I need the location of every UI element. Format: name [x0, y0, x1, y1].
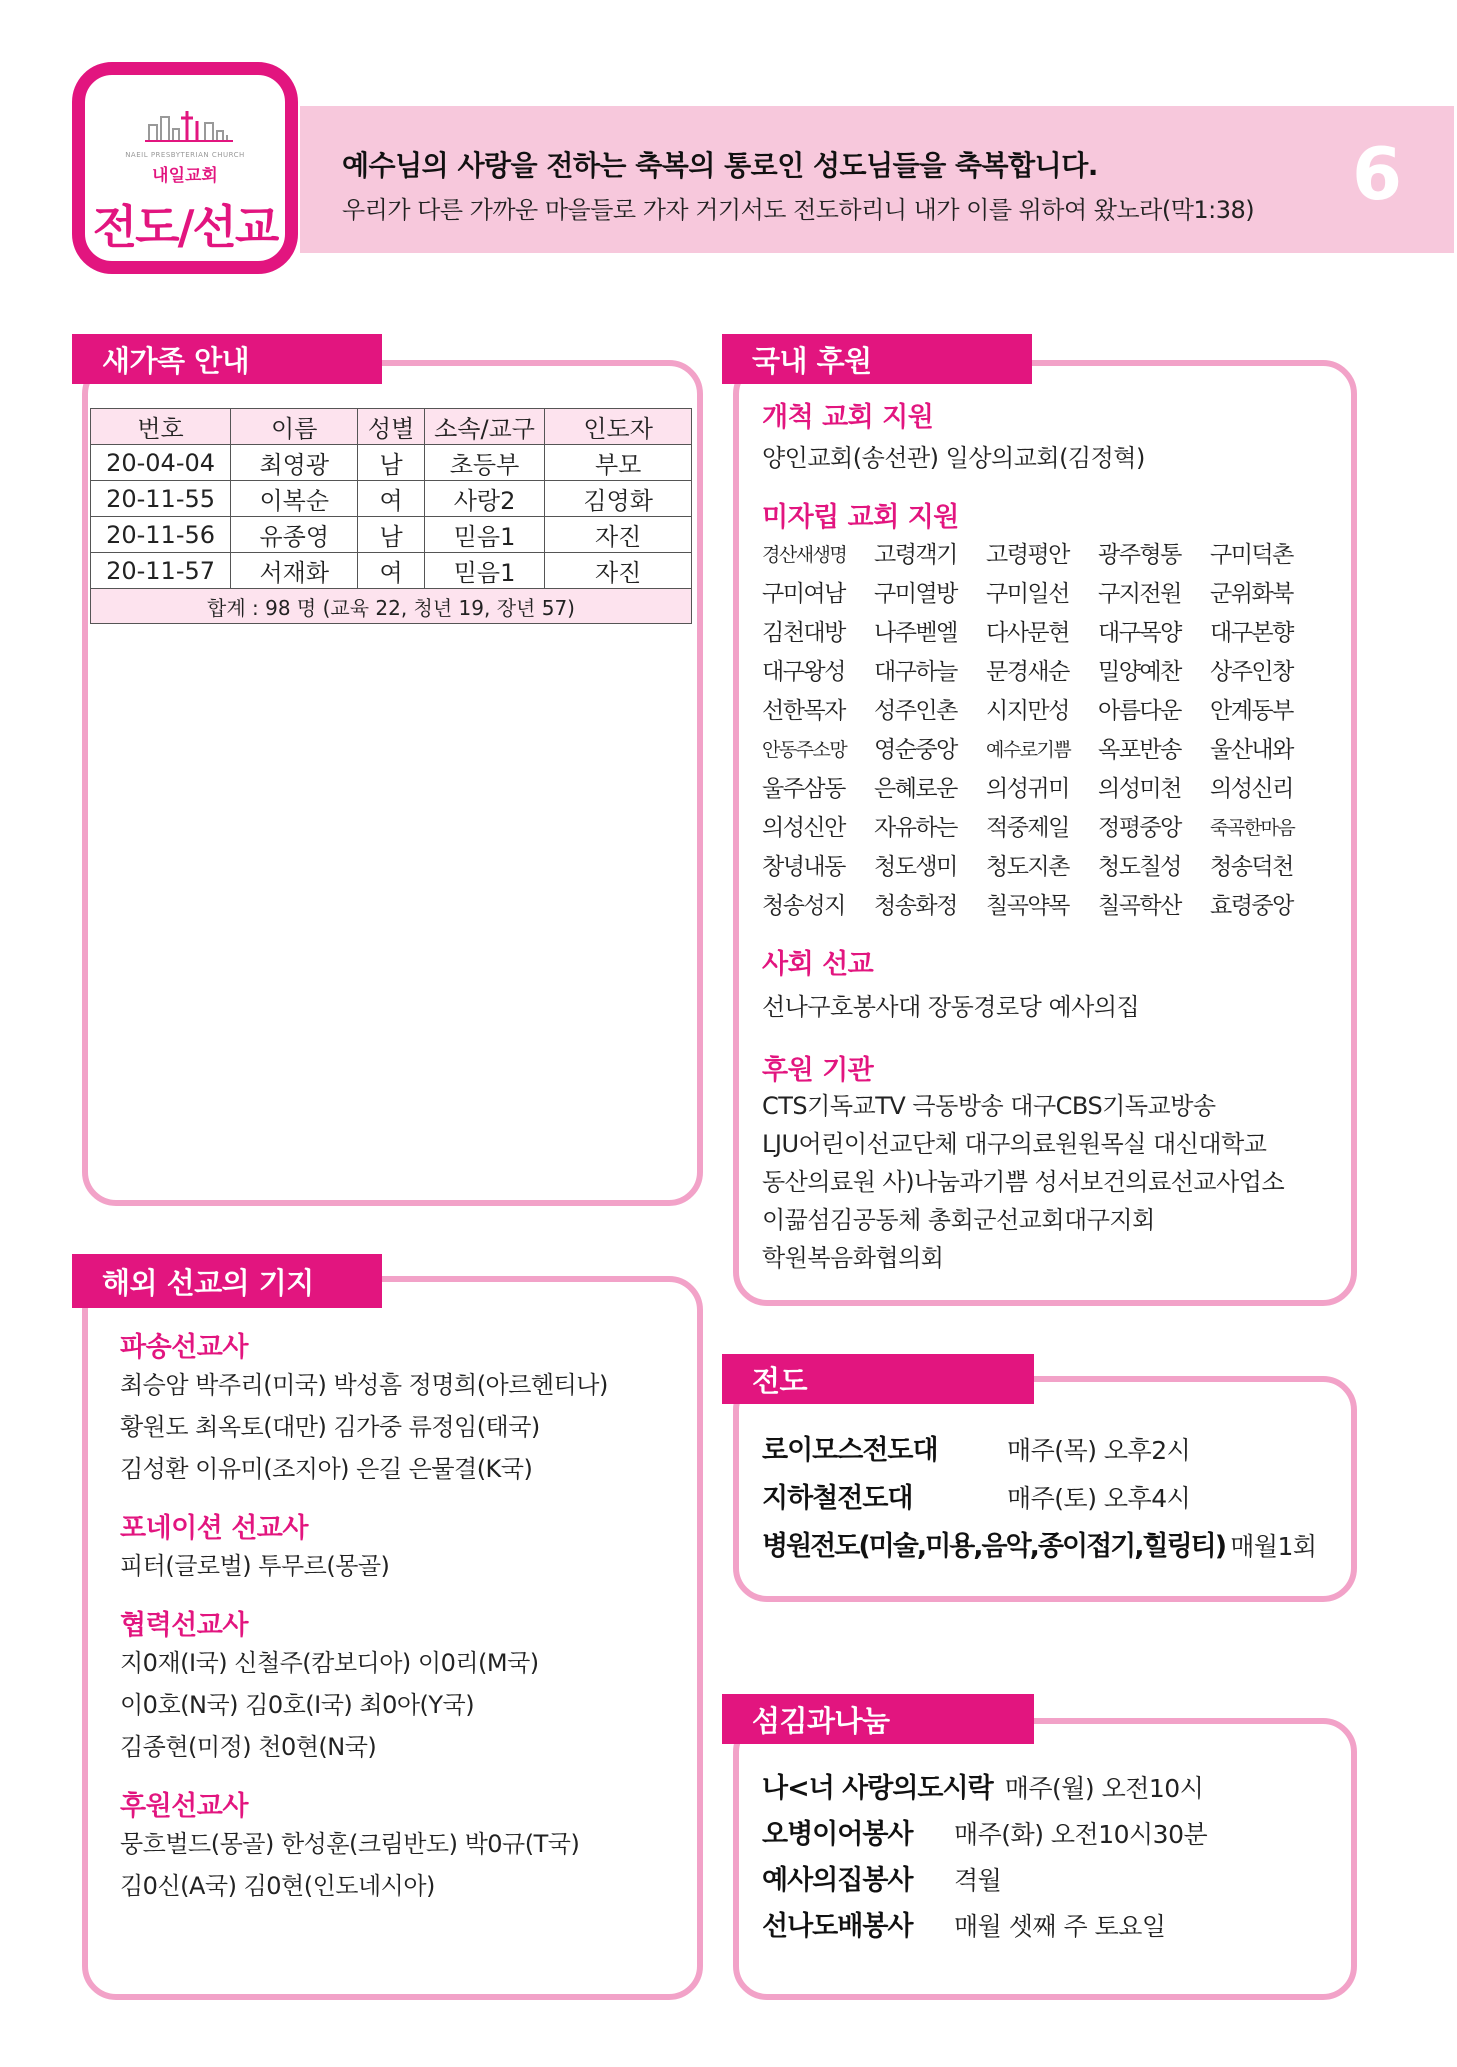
member-group: 초등부	[424, 445, 544, 481]
support-orgs-list	[762, 1087, 1342, 1277]
church-name: 구미여남	[762, 581, 845, 607]
logo-korean-text: 내일교회	[152, 166, 218, 186]
church-name: 대구목양	[1098, 620, 1181, 646]
missionary-line: 김0신(A국) 김0현(인도네시아)	[120, 1872, 435, 1900]
social-mission-text: 선나구호봉사대 장동경로당 예사의집	[762, 993, 1140, 1021]
church-name: 고령객기	[874, 542, 957, 568]
member-gender: 여	[358, 481, 424, 517]
church-name: 대구하늘	[874, 659, 957, 685]
church-name: 울산내와	[1210, 737, 1293, 763]
church-name: 나주벧엘	[874, 620, 957, 646]
member-name: 이복순	[231, 481, 358, 517]
church-name: 상주인창	[1210, 659, 1293, 685]
col-name-header: 이름	[231, 409, 358, 445]
serving-schedule: 매월 셋째 주 토요일	[954, 1912, 1166, 1941]
domestic-support-content	[762, 395, 1342, 1277]
serving-activity-name: 나<너 사랑의도시락	[762, 1773, 993, 1804]
church-name: 의성미천	[1098, 776, 1181, 802]
church-name: 광주형통	[1098, 542, 1181, 568]
col-gender-header: 성별	[358, 409, 424, 445]
church-name: 안계동부	[1210, 698, 1293, 724]
serving-schedule: 매주(화) 오전10시30분	[954, 1820, 1208, 1849]
support-org-line: CTS기독교TV 극동방송 대구CBS기독교방송	[762, 1092, 1216, 1120]
church-name: 대구왕성	[762, 659, 845, 685]
church-name: 구지전원	[1098, 581, 1181, 607]
church-name: 청송덕천	[1210, 854, 1293, 880]
church-name: 은혜로운	[874, 776, 957, 802]
missionary-line: 황원도 최옥토(대만) 김가중 류정임(태국)	[120, 1413, 540, 1441]
missionary-group-heading: 후원선교사	[120, 1791, 248, 1822]
church-name: 밀양예찬	[1098, 659, 1181, 685]
church-name: 울주삼동	[762, 776, 845, 802]
member-guide: 자진	[545, 517, 692, 553]
member-number: 20-11-56	[91, 517, 231, 553]
member-group: 믿음1	[424, 553, 544, 589]
department-title: 전도/선교	[92, 200, 278, 254]
serving-row	[762, 1766, 1203, 1805]
church-name: 자유하는	[874, 815, 957, 841]
church-name: 구미일선	[986, 581, 1069, 607]
table-row	[91, 481, 692, 517]
missionary-line: 최승암 박주리(미국) 박성흠 정명희(아르헨티나)	[120, 1371, 608, 1399]
church-name: 선한목자	[762, 698, 845, 724]
table-row	[91, 553, 692, 589]
evangelism-schedule: 매주(토) 오후4시	[1007, 1484, 1191, 1513]
church-name: 시지만성	[986, 698, 1069, 724]
total-count-text: 합계 : 98 명 (교육 22, 청년 19, 장년 57)	[91, 589, 692, 624]
evangelism-schedule: 매월1회	[1230, 1532, 1317, 1561]
serving-activity-name: 오병이어봉사	[762, 1819, 913, 1850]
support-org-line: LJU어린이선교단체 대구의료원원목실 대신대학교	[762, 1130, 1267, 1158]
missionary-group-heading: 협력선교사	[120, 1610, 248, 1641]
church-name: 군위화북	[1210, 581, 1293, 607]
church-name: 청송화정	[874, 893, 957, 919]
church-name: 아름다운	[1098, 698, 1181, 724]
new-family-tab: 새가족 안내	[72, 334, 382, 384]
member-name: 최영광	[231, 445, 358, 481]
church-name: 구미열방	[874, 581, 957, 607]
unsupported-heading: 미자립 교회 지원	[762, 502, 959, 533]
evangelism-team-name: 병원전도(미술,미용,음악,종이접기,힐링티)	[762, 1531, 1226, 1562]
member-gender: 남	[358, 445, 424, 481]
serving-row	[762, 1904, 1166, 1943]
church-name: 칠곡학산	[1098, 893, 1181, 919]
missionary-line: 김성환 이유미(조지아) 은길 은물결(K국)	[120, 1455, 533, 1483]
support-orgs-heading: 후원 기관	[762, 1055, 874, 1086]
missionary-line: 뭉흐벌드(몽골) 한성훈(크림반도) 박0규(T국)	[120, 1830, 580, 1858]
evangelism-team-name: 로이모스전도대	[762, 1435, 938, 1466]
overseas-mission-tab: 해외 선교의 기지	[72, 1254, 382, 1308]
member-group: 믿음1	[424, 517, 544, 553]
church-logo-box	[72, 62, 298, 274]
church-name: 고령평안	[986, 542, 1069, 568]
church-name: 의성귀미	[986, 776, 1069, 802]
header-scripture-text: 우리가 다른 가까운 마을들로 가자 거기서도 전도하리니 내가 이를 위하여 왔노라(막1:38)	[342, 196, 1255, 224]
table-row	[91, 517, 692, 553]
serving-row	[762, 1858, 1001, 1897]
church-name: 성주인촌	[874, 698, 957, 724]
missionary-line: 김종현(미정) 천0현(N국)	[120, 1733, 377, 1761]
serving-row	[762, 1812, 1207, 1851]
missionary-line: 지0재(I국) 신철주(캄보디아) 이0리(M국)	[120, 1649, 539, 1677]
church-name: 청도칠성	[1098, 854, 1181, 880]
header-blessing-text: 예수님의 사랑을 전하는 축복의 통로인 성도님들을 축복합니다.	[342, 149, 1098, 182]
serving-schedule: 매주(월) 오전10시	[1004, 1774, 1204, 1803]
evangelism-schedule: 매주(목) 오후2시	[1007, 1436, 1191, 1465]
member-guide: 자진	[545, 553, 692, 589]
church-name: 대구본향	[1210, 620, 1293, 646]
logo-english-text: NAEIL PRESBYTERIAN CHURCH	[125, 151, 245, 159]
table-header-row	[91, 409, 692, 445]
serving-activity-name: 선나도배봉사	[762, 1911, 913, 1942]
church-name: 의성신리	[1210, 776, 1293, 802]
evangelism-tab: 전도	[722, 1354, 1034, 1404]
missionary-line: 이0호(N국) 김0호(I국) 최0아(Y국)	[120, 1691, 475, 1719]
member-number: 20-04-04	[91, 445, 231, 481]
church-name: 적중제일	[986, 815, 1069, 841]
church-name: 안동주소망	[762, 739, 847, 761]
member-guide: 부모	[545, 445, 692, 481]
evangelism-row	[762, 1428, 1190, 1467]
church-name: 죽곡한마음	[1210, 817, 1295, 839]
support-org-line: 이끎섬김공동체 총회군선교회대구지회	[762, 1206, 1155, 1234]
missionary-line: 피터(글로벌) 투무르(몽골)	[120, 1552, 390, 1580]
table-row	[91, 445, 692, 481]
col-group-header: 소속/교구	[424, 409, 544, 445]
church-name: 문경새순	[986, 659, 1069, 685]
support-org-line: 학원복음화협의회	[762, 1244, 944, 1272]
page-number: 6	[1352, 132, 1403, 216]
col-number-header: 번호	[91, 409, 231, 445]
table-total-row	[91, 589, 692, 624]
church-name: 효령중앙	[1210, 893, 1293, 919]
evangelism-team-name: 지하철전도대	[762, 1483, 913, 1514]
church-name: 영순중앙	[874, 737, 957, 763]
member-gender: 여	[358, 553, 424, 589]
church-name: 창녕내동	[762, 854, 845, 880]
church-name: 다사문현	[986, 620, 1069, 646]
church-name: 경산새생명	[762, 544, 847, 566]
church-skyline-icon	[143, 109, 235, 143]
overseas-mission-content	[120, 1325, 680, 1907]
member-name: 유종영	[231, 517, 358, 553]
church-name: 청송성지	[762, 893, 845, 919]
evangelism-row	[762, 1476, 1190, 1515]
col-guide-header: 인도자	[545, 409, 692, 445]
church-name: 구미덕촌	[1210, 542, 1293, 568]
church-name: 의성신안	[762, 815, 845, 841]
member-gender: 남	[358, 517, 424, 553]
pioneer-text: 양인교회(송선관) 일상의교회(김정혁)	[762, 444, 1145, 472]
serving-activity-name: 예사의집봉사	[762, 1865, 913, 1896]
domestic-support-tab: 국내 후원	[722, 334, 1032, 384]
church-list	[762, 536, 1342, 926]
church-name: 청도생미	[874, 854, 957, 880]
evangelism-row	[762, 1524, 1317, 1563]
new-family-table	[90, 408, 692, 624]
social-mission-heading: 사회 선교	[762, 949, 874, 980]
church-name: 예수로기쁨	[986, 739, 1071, 761]
member-name: 서재화	[231, 553, 358, 589]
support-org-line: 동산의료원 사)나눔과기쁨 성서보건의료선교사업소	[762, 1168, 1285, 1196]
serving-sharing-tab: 섬김과나눔	[722, 1694, 1034, 1744]
member-number: 20-11-55	[91, 481, 231, 517]
missionary-group-heading: 포네이션 선교사	[120, 1513, 308, 1544]
serving-schedule: 격월	[954, 1866, 1002, 1895]
pioneer-heading: 개척 교회 지원	[762, 402, 934, 433]
church-name: 김천대방	[762, 620, 845, 646]
missionary-group-heading: 파송선교사	[120, 1332, 248, 1363]
church-name: 정평중앙	[1098, 815, 1181, 841]
member-number: 20-11-57	[91, 553, 231, 589]
member-group: 사랑2	[424, 481, 544, 517]
member-guide: 김영화	[545, 481, 692, 517]
church-name: 칠곡약목	[986, 893, 1069, 919]
church-name: 청도지촌	[986, 854, 1069, 880]
church-name: 옥포반송	[1098, 737, 1181, 763]
